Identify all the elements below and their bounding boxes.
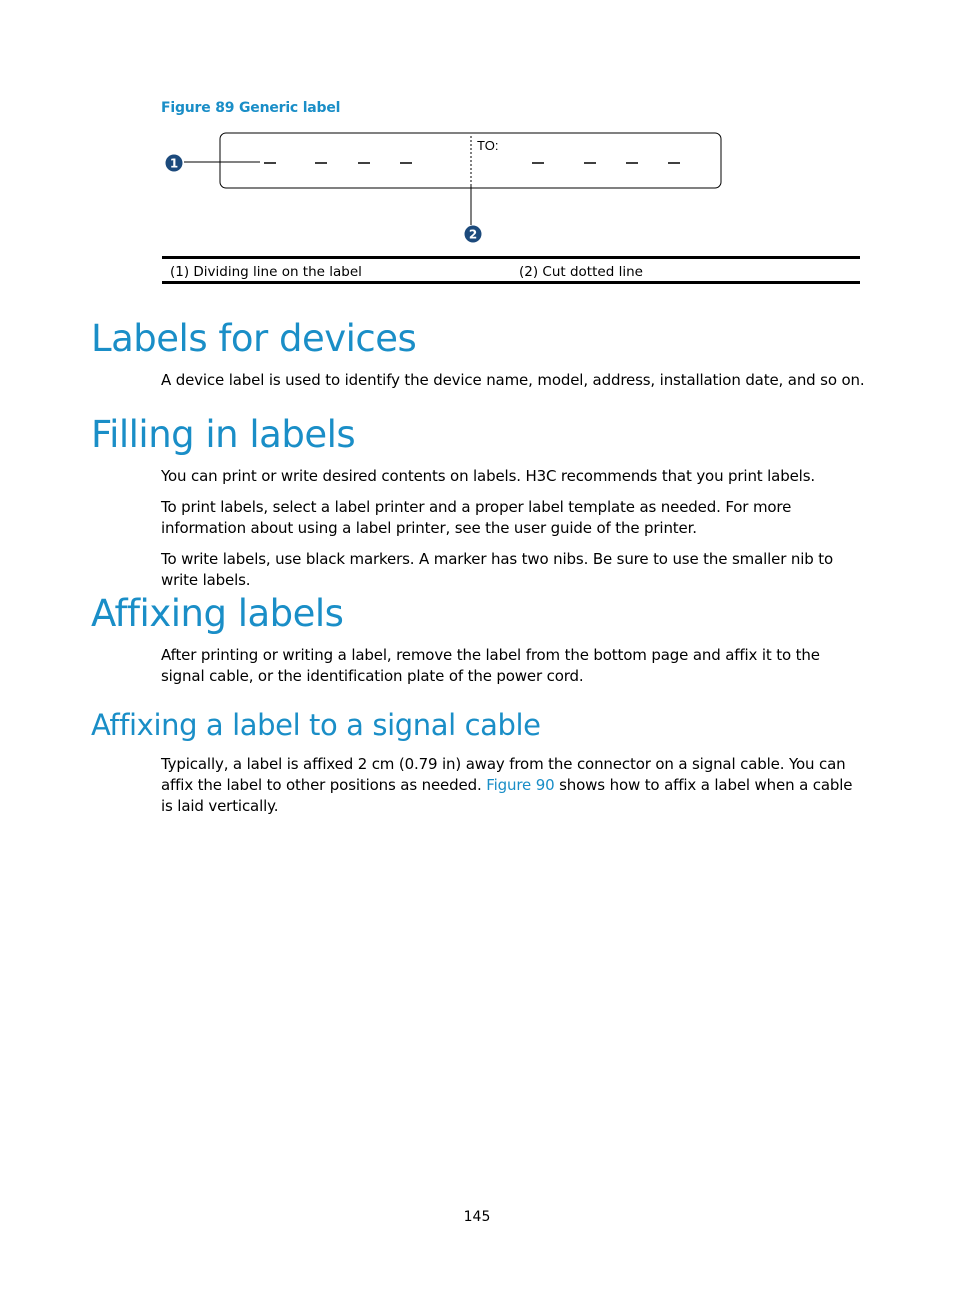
paragraph-text-end: shows how to affix a label when a cable is laid vertically.	[161, 776, 853, 815]
figure-caption: Figure 89 Generic label	[161, 100, 341, 116]
svg-text:2: 2	[468, 227, 478, 242]
paragraph-device-label: A device label is used to identify the device name, model, address, installation date, and so on.	[161, 371, 865, 389]
legend-item-2: (2) Cut dotted line	[519, 264, 643, 280]
label-diagram	[160, 128, 860, 248]
callout-2-marker	[465, 226, 482, 243]
figure-90-link[interactable]: Figure 90	[486, 776, 555, 794]
heading-affixing-labels: Affixing labels	[91, 592, 344, 635]
heading-labels-for-devices: Labels for devices	[91, 317, 417, 360]
heading-affixing-signal-cable: Affixing a label to a signal cable	[91, 708, 541, 742]
paragraph-print-labels: To print labels, select a label printer and a proper label template as needed. For more information about using a label printer, see the user guide of the printer.	[161, 498, 792, 537]
legend-item-1: (1) Dividing line on the label	[170, 264, 362, 280]
heading-filling-in-labels: Filling in labels	[91, 413, 356, 456]
paragraph-affixing-signal-cable	[161, 754, 866, 817]
paragraph-text: Typically, a label is affixed 2 cm (0.79 in) away from the connector on a signal cable. You can affix the label to other positions as needed.	[161, 755, 846, 794]
paragraph-print-or-write: You can print or write desired contents on labels. H3C recommends that you print labels.	[161, 467, 815, 485]
paragraph-write-labels: To write labels, use black markers. A marker has two nibs. Be sure to use the smaller nib to write labels.	[161, 550, 833, 589]
to-label: TO:	[477, 138, 499, 153]
paragraph-affixing-labels: After printing or writing a label, remove the label from the bottom page and affix it to the signal cable, or the identification plate of the power cord.	[161, 646, 820, 685]
generic-label-figure	[160, 128, 860, 248]
page-number: 145	[463, 1209, 491, 1225]
figure-legend	[162, 256, 860, 284]
callout-1-marker	[166, 155, 183, 172]
svg-text:1: 1	[169, 156, 179, 171]
